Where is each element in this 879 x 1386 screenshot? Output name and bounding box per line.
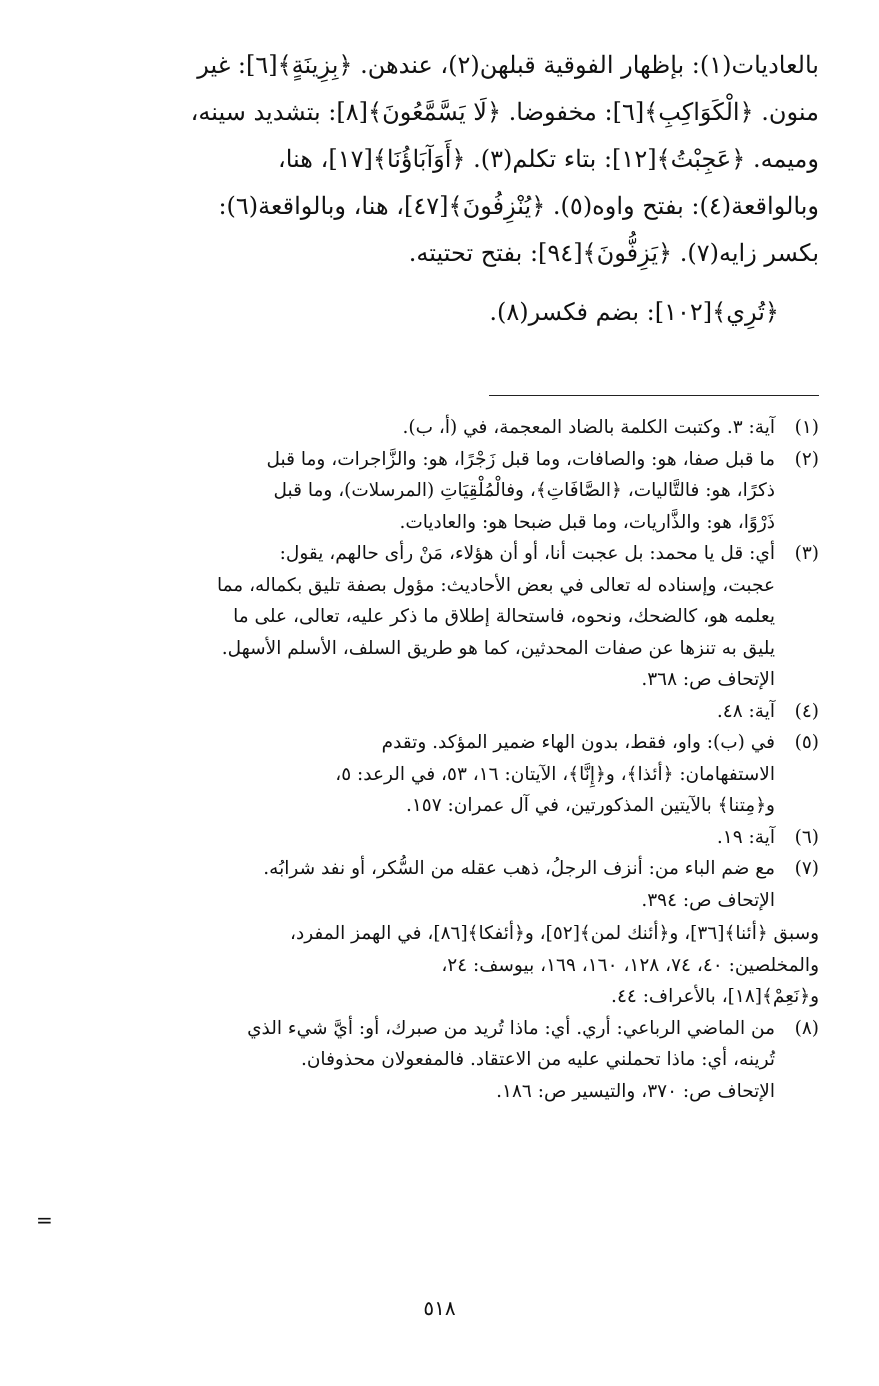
- footnote-line: تُرينه، أي: ماذا تحملني عليه من الاعتقاد. فالمفعولان محذوفان.: [300, 1049, 775, 1070]
- main-text-line: بالعاديات(١): بإظهار الفوقية قبلهن(٢)، عندهن. ﴿بِزِينَةٍ﴾[٦]: غير: [197, 51, 819, 79]
- main-text-line: وبالواقعة(٤): بفتح واوه(٥). ﴿يُنْزِفُونَ﴾[٤٧]، هنا، وبالواقعة(٦):: [218, 192, 819, 220]
- footnote-number: (٦): [794, 826, 819, 848]
- footnote-line: من الماضي الرباعي: أري. أي: ماذا تُريد من صبرك، أو: أيَّ شيء الذي: [247, 1017, 775, 1039]
- footnote-5: [57, 727, 819, 822]
- main-text-line: ﴿تُرِي﴾[١٠٢]: بضم فكسر(٨).: [489, 298, 779, 326]
- footnote-line: أي: قل يا محمد: بل عجبت أنا، أو أن هؤلاء، مَنْ رأى حالهم، يقول:: [279, 543, 775, 564]
- footnote-line: مع ضم الباء من: أنزف الرجلُ، ذهب عقله من السُّكر، أو نفد شرابُه.: [263, 858, 775, 879]
- footnote-line: ذَرْوًا، هو: والذَّاريات، وما قبل ضبحا هو: والعاديات.: [399, 511, 775, 533]
- footnote-line: يليق به تنزها عن صفات المحدثين، كما هو طريق السلف، الأسلم الأسهل.: [221, 637, 775, 659]
- footnote-line: وسبق ﴿أئنا﴾[٣٦]، و﴿أئنك لمن﴾[٥٢]، و﴿أئفكا﴾[٨٦]، في الهمز المفرد،: [290, 923, 819, 944]
- footnote-4: [57, 696, 819, 728]
- footnote-line: ما قبل صفا، هو: والصافات، وما قبل زَجْرًا، هو: والزَّاجرات، وما قبل: [266, 448, 775, 470]
- footnote-number: (٢): [794, 448, 819, 470]
- main-text: [59, 42, 819, 336]
- footnote-line: الإتحاف ص: ٣٦٨.: [641, 669, 775, 690]
- footnote-number: (٨): [794, 1017, 819, 1039]
- footnote-2: [57, 444, 819, 539]
- footnote-line: الاستفهامان: ﴿أئذا﴾، و﴿إِنَّا﴾، الآيتان: ١٦، ٥٣، في الرعد: ٥،: [335, 763, 775, 785]
- footnote-line: يعلمه هو، كالضحك، ونحوه، فاستحالة إطلاق ما ذكر عليه، تعالى، على ما: [233, 606, 775, 627]
- footnote-6: [57, 822, 819, 854]
- main-text-line: بكسر زايه(٧). ﴿يَزِفُّونَ﴾[٩٤]: بفتح تحتيته.: [408, 239, 819, 267]
- page-number: ٥١٨: [423, 1296, 456, 1320]
- main-text-line: وميمه. ﴿عَجِبْتُ﴾[١٢]: بتاء تكلم(٣). ﴿أَوَآبَاؤُنَا﴾[١٧]، هنا،: [277, 145, 819, 173]
- footnote-line: آية: ٤٨.: [716, 700, 775, 722]
- footnote-number: (١): [794, 417, 819, 438]
- footnote-line: ذكرًا، هو: فالتَّاليات، ﴿الصَّافَاتِ﴾، وفالْمُلْقِيَاتِ (المرسلات)، وما قبل: [273, 480, 775, 501]
- footnote-line: آية: ١٩.: [716, 826, 775, 848]
- footnote-line: و﴿مِتنا﴾ بالآيتين المذكورتين، في آل عمران: ١٥٧.: [405, 795, 775, 816]
- footnote-separator: [489, 395, 819, 396]
- footnote-line: الإتحاف ص: ٣٩٤.: [641, 889, 775, 911]
- footnote-8: [57, 1013, 819, 1108]
- footnote-line: في (ب): واو، فقط، بدون الهاء ضمير المؤكد. وتقدم: [381, 732, 775, 753]
- footnote-1: [57, 412, 819, 444]
- main-text-line: منون. ﴿الْكَوَاكِبِ﴾[٦]: مخفوضا. ﴿لَا يَسَّمَّعُونَ﴾[٨]: بتشديد سينه،: [190, 98, 819, 126]
- footnote-line: والمخلصين: ٤٠، ٧٤، ١٢٨، ١٦٠، ١٦٩، بيوسف: ٢٤،: [441, 954, 819, 976]
- footnote-3: [57, 538, 819, 696]
- footnotes: [57, 412, 819, 1107]
- continuation-mark: =: [36, 1208, 53, 1232]
- footnote-number: (٤): [794, 700, 819, 722]
- footnote-7-continuation: [57, 918, 819, 1013]
- footnote-7: [57, 853, 819, 916]
- footnote-line: آية: ٣. وكتبت الكلمة بالضاد المعجمة، في (أ، ب).: [402, 417, 775, 438]
- footnote-line: الإتحاف ص: ٣٧٠، والتيسير ص: ١٨٦.: [496, 1080, 775, 1102]
- footnote-line: عجبت، وإسناده له تعالى في بعض الأحاديث: مؤول بصفة تليق بكماله، مما: [216, 574, 775, 596]
- footnote-number: (٥): [794, 732, 819, 753]
- footnote-number: (٣): [794, 543, 819, 564]
- footnote-number: (٧): [794, 858, 819, 879]
- footnote-line: و﴿نَعِمْ﴾[١٨]، بالأعراف: ٤٤.: [611, 986, 819, 1007]
